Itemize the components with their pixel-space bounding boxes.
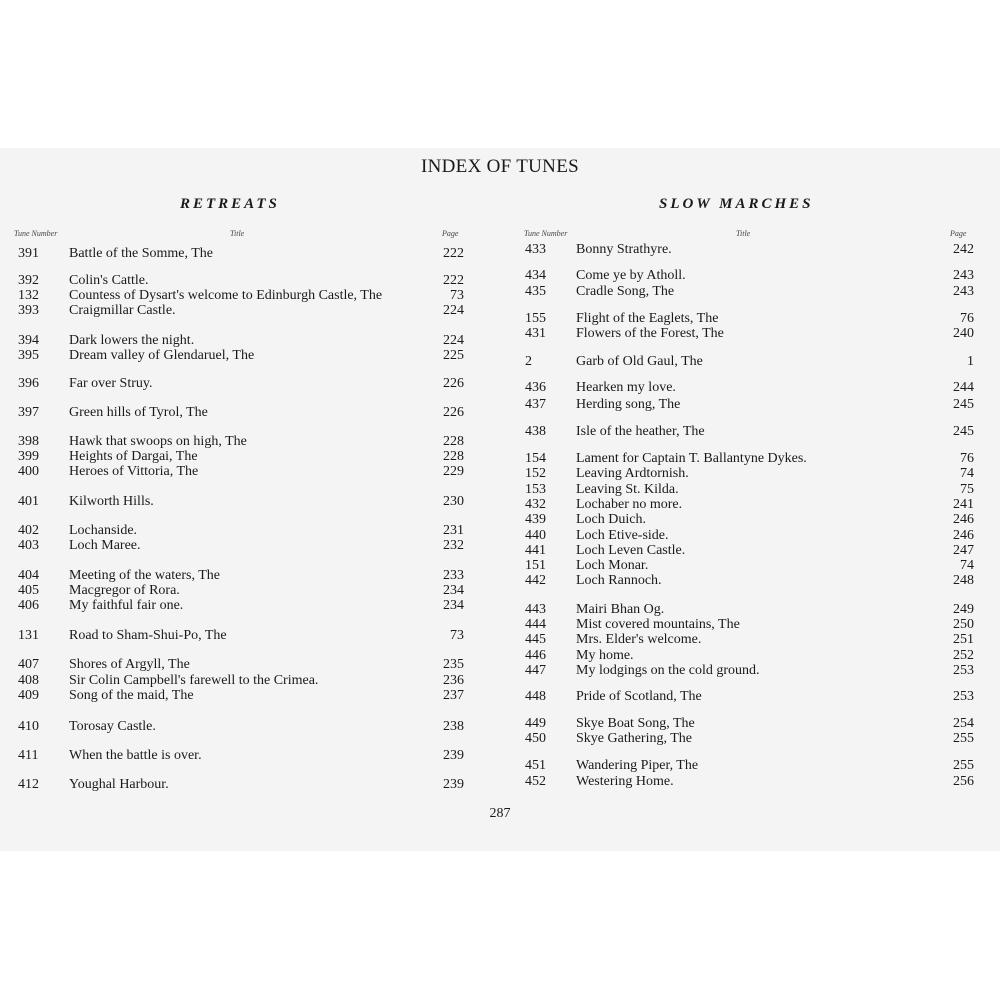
tune-number: 406 — [18, 598, 39, 613]
tune-number: 131 — [18, 628, 39, 643]
tune-number: 431 — [525, 326, 546, 341]
tune-number: 411 — [18, 748, 39, 763]
tune-title: Countess of Dysart's welcome to Edinburgh Castle, The — [69, 288, 383, 303]
tune-title: Leaving St. Kilda. — [576, 482, 679, 497]
tune-page: 222 — [443, 273, 464, 288]
tune-title: Hearken my love. — [576, 380, 676, 395]
tune-page: 241 — [953, 497, 974, 512]
index-entry — [525, 497, 974, 513]
tune-page: 251 — [953, 632, 974, 647]
tune-number: 439 — [525, 512, 546, 527]
tune-number: 433 — [525, 242, 546, 257]
tune-number: 444 — [525, 617, 546, 632]
tune-page: 73 — [450, 628, 464, 643]
tune-title: Sir Colin Campbell's farewell to the Crimea. — [69, 673, 319, 688]
tune-title: Lochanside. — [69, 523, 138, 538]
index-entry — [525, 543, 974, 559]
tune-page: 256 — [953, 774, 974, 789]
tune-title: Far over Struy. — [69, 376, 153, 391]
index-entry — [525, 573, 974, 589]
index-entry — [18, 348, 464, 364]
index-entry — [525, 632, 974, 648]
tune-title: Lochaber no more. — [576, 497, 683, 512]
tune-title: Song of the maid, The — [69, 688, 194, 703]
tune-page: 243 — [953, 268, 974, 283]
tune-number: 436 — [525, 380, 546, 395]
tune-page: 76 — [960, 451, 974, 466]
slow-marches-col-page: Page — [950, 229, 967, 238]
index-entry — [525, 689, 974, 705]
tune-number: 441 — [525, 543, 546, 558]
index-entry — [18, 288, 464, 304]
tune-title: Westering Home. — [576, 774, 674, 789]
tune-page: 228 — [443, 449, 464, 464]
tune-page: 75 — [960, 482, 974, 497]
tune-title: My faithful fair one. — [69, 598, 184, 613]
tune-page: 224 — [443, 303, 464, 318]
tune-page: 249 — [953, 602, 974, 617]
index-entry — [525, 774, 974, 790]
tune-title: Mairi Bhan Og. — [576, 602, 665, 617]
tune-page: 234 — [443, 583, 464, 598]
tune-page: 225 — [443, 348, 464, 363]
tune-number: 407 — [18, 657, 39, 672]
tune-page: 240 — [953, 326, 974, 341]
tune-number: 404 — [18, 568, 39, 583]
tune-number: 450 — [525, 731, 546, 746]
tune-title: Lament for Captain T. Ballantyne Dykes. — [576, 451, 807, 466]
tune-page: 245 — [953, 424, 974, 439]
retreats-col-title: Title — [230, 229, 245, 238]
tune-page: 1 — [967, 354, 974, 369]
tune-page: 226 — [443, 405, 464, 420]
tune-page: 222 — [443, 246, 464, 261]
index-entry — [525, 602, 974, 618]
index-entry — [18, 333, 464, 349]
index-entry — [525, 326, 974, 342]
index-entry — [525, 311, 974, 327]
tune-page: 224 — [443, 333, 464, 348]
index-entry — [525, 466, 974, 482]
index-entry — [525, 284, 974, 300]
tune-title: Road to Sham-Shui-Po, The — [69, 628, 227, 643]
tune-page: 246 — [953, 512, 974, 527]
tune-number: 405 — [18, 583, 39, 598]
index-entry — [525, 528, 974, 544]
tune-title: Loch Maree. — [69, 538, 141, 553]
tune-number: 409 — [18, 688, 39, 703]
tune-number: 442 — [525, 573, 546, 588]
tune-number: 412 — [18, 777, 39, 792]
index-entry — [525, 397, 974, 413]
tune-number: 449 — [525, 716, 546, 731]
tune-title: Heights of Dargai, The — [69, 449, 198, 464]
tune-number: 410 — [18, 719, 39, 734]
index-entry — [18, 376, 464, 392]
tune-page: 253 — [953, 663, 974, 678]
tune-page: 250 — [953, 617, 974, 632]
slow-marches-heading: SLOW MARCHES — [659, 196, 814, 212]
tune-title: Come ye by Atholl. — [576, 268, 686, 283]
tune-page: 235 — [443, 657, 464, 672]
tune-title: Loch Rannoch. — [576, 573, 662, 588]
tune-title: Garb of Old Gaul, The — [576, 354, 703, 369]
tune-number: 445 — [525, 632, 546, 647]
page-number: 287 — [489, 806, 511, 821]
tune-number: 151 — [525, 558, 546, 573]
index-entry — [18, 464, 464, 480]
tune-number: 408 — [18, 673, 39, 688]
tune-title: Heroes of Vittoria, The — [69, 464, 199, 479]
tune-number: 437 — [525, 397, 546, 412]
tune-page: 73 — [450, 288, 464, 303]
tune-page: 244 — [953, 380, 974, 395]
tune-number: 392 — [18, 273, 39, 288]
tune-page: 239 — [443, 777, 464, 792]
tune-page: 252 — [953, 648, 974, 663]
tune-number: 448 — [525, 689, 546, 704]
index-entry — [18, 688, 464, 704]
tune-page: 226 — [443, 376, 464, 391]
tune-page: 255 — [953, 758, 974, 773]
tune-number: 399 — [18, 449, 39, 464]
tune-title: My lodgings on the cold ground. — [576, 663, 760, 678]
index-entry — [525, 617, 974, 633]
tune-page: 232 — [443, 538, 464, 553]
tune-title: Colin's Cattle. — [69, 273, 149, 288]
index-entry — [525, 731, 974, 747]
tune-page: 238 — [443, 719, 464, 734]
tune-page: 247 — [953, 543, 974, 558]
tune-title: Green hills of Tyrol, The — [69, 405, 208, 420]
index-entry — [18, 494, 464, 510]
tune-number: 2 — [525, 354, 532, 369]
tune-number: 391 — [18, 246, 39, 261]
tune-number: 397 — [18, 405, 39, 420]
tune-title: Pride of Scotland, The — [576, 689, 702, 704]
tune-title: When the battle is over. — [69, 748, 202, 763]
tune-title: Battle of the Somme, The — [69, 246, 213, 261]
tune-page: 230 — [443, 494, 464, 509]
index-entry — [525, 558, 974, 574]
index-entry — [18, 777, 464, 793]
tune-title: Dream valley of Glendaruel, The — [69, 348, 255, 363]
index-entry — [18, 719, 464, 735]
tune-page: 74 — [960, 466, 974, 481]
tune-title: Skye Gathering, The — [576, 731, 692, 746]
tune-number: 394 — [18, 333, 39, 348]
index-entry — [525, 424, 974, 440]
tune-page: 253 — [953, 689, 974, 704]
tune-title: Craigmillar Castle. — [69, 303, 176, 318]
tune-number: 452 — [525, 774, 546, 789]
index-entry — [525, 380, 974, 396]
index-entry — [18, 523, 464, 539]
index-entry — [18, 538, 464, 554]
tune-title: Cradle Song, The — [576, 284, 675, 299]
index-entry — [18, 657, 464, 673]
index-entry — [525, 663, 974, 679]
index-entry — [18, 748, 464, 764]
tune-page: 234 — [443, 598, 464, 613]
tune-title: Kilworth Hills. — [69, 494, 154, 509]
index-entry — [525, 648, 974, 664]
tune-title: Wandering Piper, The — [576, 758, 699, 773]
tune-title: Flight of the Eaglets, The — [576, 311, 719, 326]
tune-page: 243 — [953, 284, 974, 299]
tune-page: 231 — [443, 523, 464, 538]
tune-title: Leaving Ardtornish. — [576, 466, 689, 481]
index-entry — [525, 354, 974, 370]
index-entry — [525, 482, 974, 498]
index-entry — [18, 449, 464, 465]
tune-title: Mist covered mountains, The — [576, 617, 740, 632]
tune-page: 76 — [960, 311, 974, 326]
tune-number: 395 — [18, 348, 39, 363]
tune-number: 451 — [525, 758, 546, 773]
tune-title: Loch Monar. — [576, 558, 649, 573]
tune-title: Loch Etive-side. — [576, 528, 669, 543]
tune-title: Macgregor of Rora. — [69, 583, 180, 598]
tune-page: 74 — [960, 558, 974, 573]
tune-number: 400 — [18, 464, 39, 479]
tune-number: 155 — [525, 311, 546, 326]
tune-title: Loch Duich. — [576, 512, 646, 527]
tune-number: 446 — [525, 648, 546, 663]
tune-number: 434 — [525, 268, 546, 283]
index-entry — [18, 246, 464, 262]
tune-page: 239 — [443, 748, 464, 763]
tune-page: 245 — [953, 397, 974, 412]
index-entry — [525, 758, 974, 774]
index-entry — [18, 405, 464, 421]
tune-title: Bonny Strathyre. — [576, 242, 672, 257]
tune-page: 237 — [443, 688, 464, 703]
tune-number: 432 — [525, 497, 546, 512]
index-entry — [525, 512, 974, 528]
tune-title: Loch Leven Castle. — [576, 543, 686, 558]
tune-number: 402 — [18, 523, 39, 538]
tune-title: Dark lowers the night. — [69, 333, 195, 348]
tune-number: 401 — [18, 494, 39, 509]
tune-title: Shores of Argyll, The — [69, 657, 190, 672]
tune-page: 248 — [953, 573, 974, 588]
tune-title: Flowers of the Forest, The — [576, 326, 724, 341]
tune-title: Torosay Castle. — [69, 719, 156, 734]
index-entry — [18, 568, 464, 584]
slow-marches-col-tune-number: Tune Number — [524, 229, 568, 238]
slow-marches-col-title: Title — [736, 229, 751, 238]
tune-number: 440 — [525, 528, 546, 543]
tune-title: Skye Boat Song, The — [576, 716, 695, 731]
tune-number: 438 — [525, 424, 546, 439]
index-entry — [525, 242, 974, 258]
tune-number: 132 — [18, 288, 39, 303]
tune-number: 396 — [18, 376, 39, 391]
tune-page: 255 — [953, 731, 974, 746]
index-entry — [525, 268, 974, 284]
tune-title: Herding song, The — [576, 397, 681, 412]
tune-page: 254 — [953, 716, 974, 731]
tune-title: Youghal Harbour. — [69, 777, 169, 792]
tune-number: 154 — [525, 451, 546, 466]
index-entry — [18, 303, 464, 319]
tune-number: 398 — [18, 434, 39, 449]
index-entry — [525, 451, 974, 467]
retreats-col-tune-number: Tune Number — [14, 229, 58, 238]
tune-number: 403 — [18, 538, 39, 553]
index-entry — [18, 598, 464, 614]
tune-title: My home. — [576, 648, 634, 663]
tune-number: 152 — [525, 466, 546, 481]
tune-page: 229 — [443, 464, 464, 479]
tune-number: 393 — [18, 303, 39, 318]
tune-number: 443 — [525, 602, 546, 617]
index-entry — [18, 628, 464, 644]
tune-page: 242 — [953, 242, 974, 257]
retreats-heading: RETREATS — [180, 196, 280, 212]
retreats-col-page: Page — [442, 229, 459, 238]
tune-title: Isle of the heather, The — [576, 424, 705, 439]
tune-number: 435 — [525, 284, 546, 299]
tune-number: 153 — [525, 482, 546, 497]
index-entry — [18, 434, 464, 450]
tune-page: 236 — [443, 673, 464, 688]
tune-page: 233 — [443, 568, 464, 583]
index-entry — [18, 273, 464, 289]
tune-title: Meeting of the waters, The — [69, 568, 220, 583]
tune-number: 447 — [525, 663, 546, 678]
index-entry — [18, 673, 464, 689]
tune-title: Mrs. Elder's welcome. — [576, 632, 702, 647]
tune-page: 246 — [953, 528, 974, 543]
index-entry — [18, 583, 464, 599]
tune-title: Hawk that swoops on high, The — [69, 434, 247, 449]
index-entry — [525, 716, 974, 732]
tune-page: 228 — [443, 434, 464, 449]
page-title: INDEX OF TUNES — [421, 156, 579, 177]
